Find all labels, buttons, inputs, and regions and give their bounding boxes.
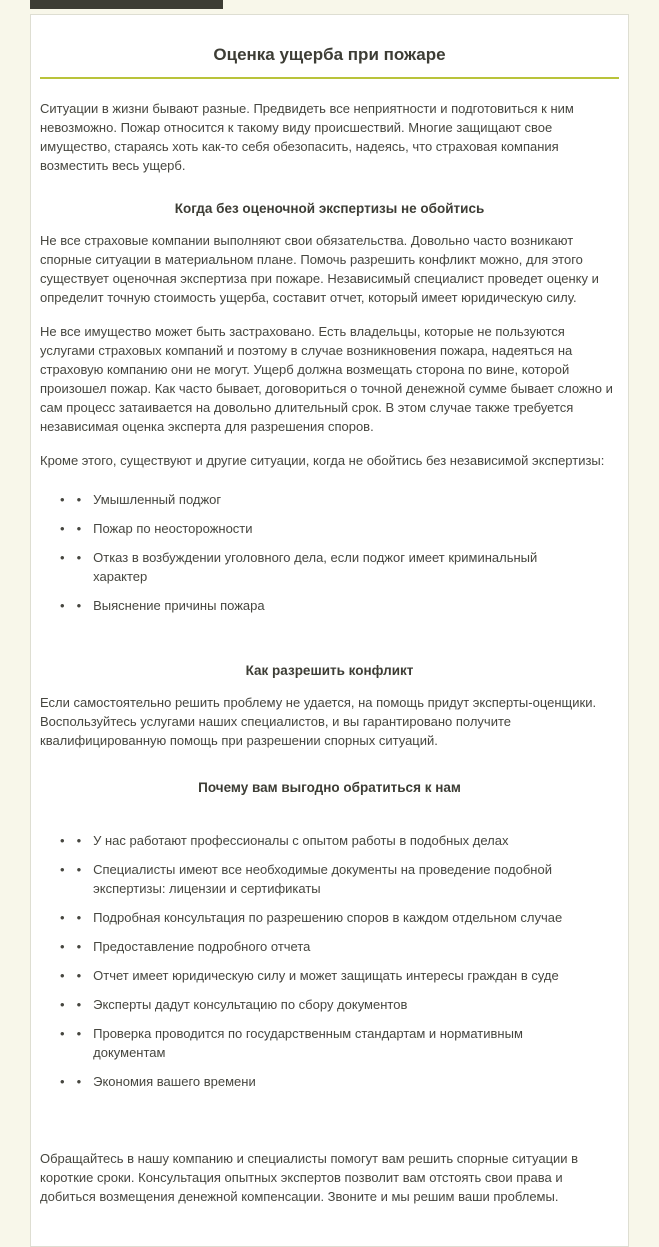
bullet-icon: • xyxy=(76,1074,82,1089)
top-nav-fragment xyxy=(30,0,223,9)
bullet-icon: • xyxy=(76,833,82,848)
bullet-icon: • xyxy=(76,910,82,925)
list-item-text: Предоставление подробного отчета xyxy=(93,939,311,954)
bullet-icon: • xyxy=(60,550,65,565)
list-item-text: Подробная консультация по разрешению споров в каждом отдельном случае xyxy=(93,910,563,925)
bullet-icon: • xyxy=(76,521,82,536)
bullet-icon: • xyxy=(60,968,65,983)
section-heading-conflict: Как разрешить конфликт xyxy=(245,663,414,678)
situations-list xyxy=(40,490,619,615)
list-item xyxy=(60,831,619,850)
content-card xyxy=(30,14,629,1247)
bullet-icon: • xyxy=(76,550,82,565)
list-item-text: Выяснение причины пожара xyxy=(93,598,265,613)
bullet-icon: • xyxy=(60,1026,65,1041)
list-item-text: Проверка проводится по государственным стандартам и нормативным документам xyxy=(93,1026,523,1060)
bullet-icon: • xyxy=(76,968,82,983)
bullet-icon: • xyxy=(76,997,82,1012)
bullet-icon: • xyxy=(60,598,65,613)
list-item xyxy=(60,937,619,956)
list-item-text: Эксперты дадут консультацию по сбору документов xyxy=(93,997,408,1012)
list-item-text: У нас работают профессионалы с опытом работы в подобных делах xyxy=(93,833,509,848)
bullet-icon: • xyxy=(60,939,65,954)
list-item xyxy=(60,908,619,927)
list-item xyxy=(60,519,619,538)
list-item xyxy=(60,548,619,586)
section-heading-why-us: Почему вам выгодно обратиться к нам xyxy=(198,780,461,795)
bullet-icon: • xyxy=(60,910,65,925)
list-item xyxy=(60,1072,619,1091)
bullet-icon: • xyxy=(60,1074,65,1089)
bullet-icon: • xyxy=(76,492,82,507)
list-item xyxy=(60,995,619,1014)
list-item xyxy=(60,966,619,985)
list-item xyxy=(60,596,619,615)
paragraph-conflict: Если самостоятельно решить проблему не удается, на помощь придут эксперты-оценщики. Воспользуйтесь услугами наших специалистов, и вы гарантировано получите квалифицированную помощь при разрешении спорных ситуаций. xyxy=(40,695,597,748)
list-item-text: Умышленный поджог xyxy=(93,492,222,507)
intro-paragraph: Ситуации в жизни бывают разные. Предвидеть все неприятности и подготовиться к ним невозможно. Пожар относится к такому виду происшествий. Многие защищают свое имущество, стараясь хоть как-то себя обезопасить, надеясь, что страховая компания возместить весь ущерб. xyxy=(40,101,574,173)
bullet-icon: • xyxy=(76,598,82,613)
bullet-icon: • xyxy=(60,833,65,848)
outro-paragraph: Обращайтесь в нашу компанию и специалисты помогут вам решить спорные ситуации в короткие сроки. Консультация опытных экспертов позволит вам отстоять свои права и добиться возмещения денежной компенсации. Звоните и мы решим ваши проблемы. xyxy=(40,1151,579,1204)
title-divider xyxy=(40,77,619,79)
benefits-list xyxy=(40,831,619,1091)
list-item-text: Отказ в возбуждении уголовного дела, если поджог имеет криминальный характер xyxy=(93,550,538,584)
page-title: Оценка ущерба при пожаре xyxy=(213,45,446,64)
list-item xyxy=(60,860,619,898)
list-item xyxy=(60,490,619,509)
bullet-icon: • xyxy=(60,997,65,1012)
bullet-icon: • xyxy=(60,862,65,877)
paragraph-uninsured: Не все имущество может быть застраховано. Есть владельцы, которые не пользуются услугами страховых компаний и поэтому в случае возникновения пожара, надеяться на страховую компанию они не могут. Ущерб должна возмещать сторона по вине, которой произошел пожар. Как часто бывает, договориться о точной денежной сумме бывает сложно и сам процесс затаивается на довольно длительный срок. В этом случае также требуется независимая оценка эксперта для разрешения споров. xyxy=(40,324,613,434)
bullet-icon: • xyxy=(60,521,65,536)
bullet-icon: • xyxy=(76,862,82,877)
paragraph-insurance: Не все страховые компании выполняют свои обязательства. Довольно часто возникают спорные ситуации в материальном плане. Помочь разрешить конфликт можно, для этого существует оценочная экспертиза при пожаре. Независимый специалист проведет оценку и определит точную стоимость ущерба, составит отчет, который имеет юридическую силу. xyxy=(40,233,599,305)
list-item-text: Отчет имеет юридическую силу и может защищать интересы граждан в суде xyxy=(93,968,559,983)
section-heading-expertise: Когда без оценочной экспертизы не обойтись xyxy=(174,201,485,216)
list-item xyxy=(60,1024,619,1062)
list-item-text: Пожар по неосторожности xyxy=(93,521,253,536)
list-item-text: Экономия вашего времени xyxy=(93,1074,256,1089)
bullet-icon: • xyxy=(60,492,65,507)
paragraph-other-situations: Кроме этого, существуют и другие ситуации, когда не обойтись без независимой экспертизы: xyxy=(40,453,605,468)
bullet-icon: • xyxy=(76,939,82,954)
bullet-icon: • xyxy=(76,1026,82,1041)
list-item-text: Специалисты имеют все необходимые документы на проведение подобной экспертизы: лицензии и сертификаты xyxy=(93,862,552,896)
